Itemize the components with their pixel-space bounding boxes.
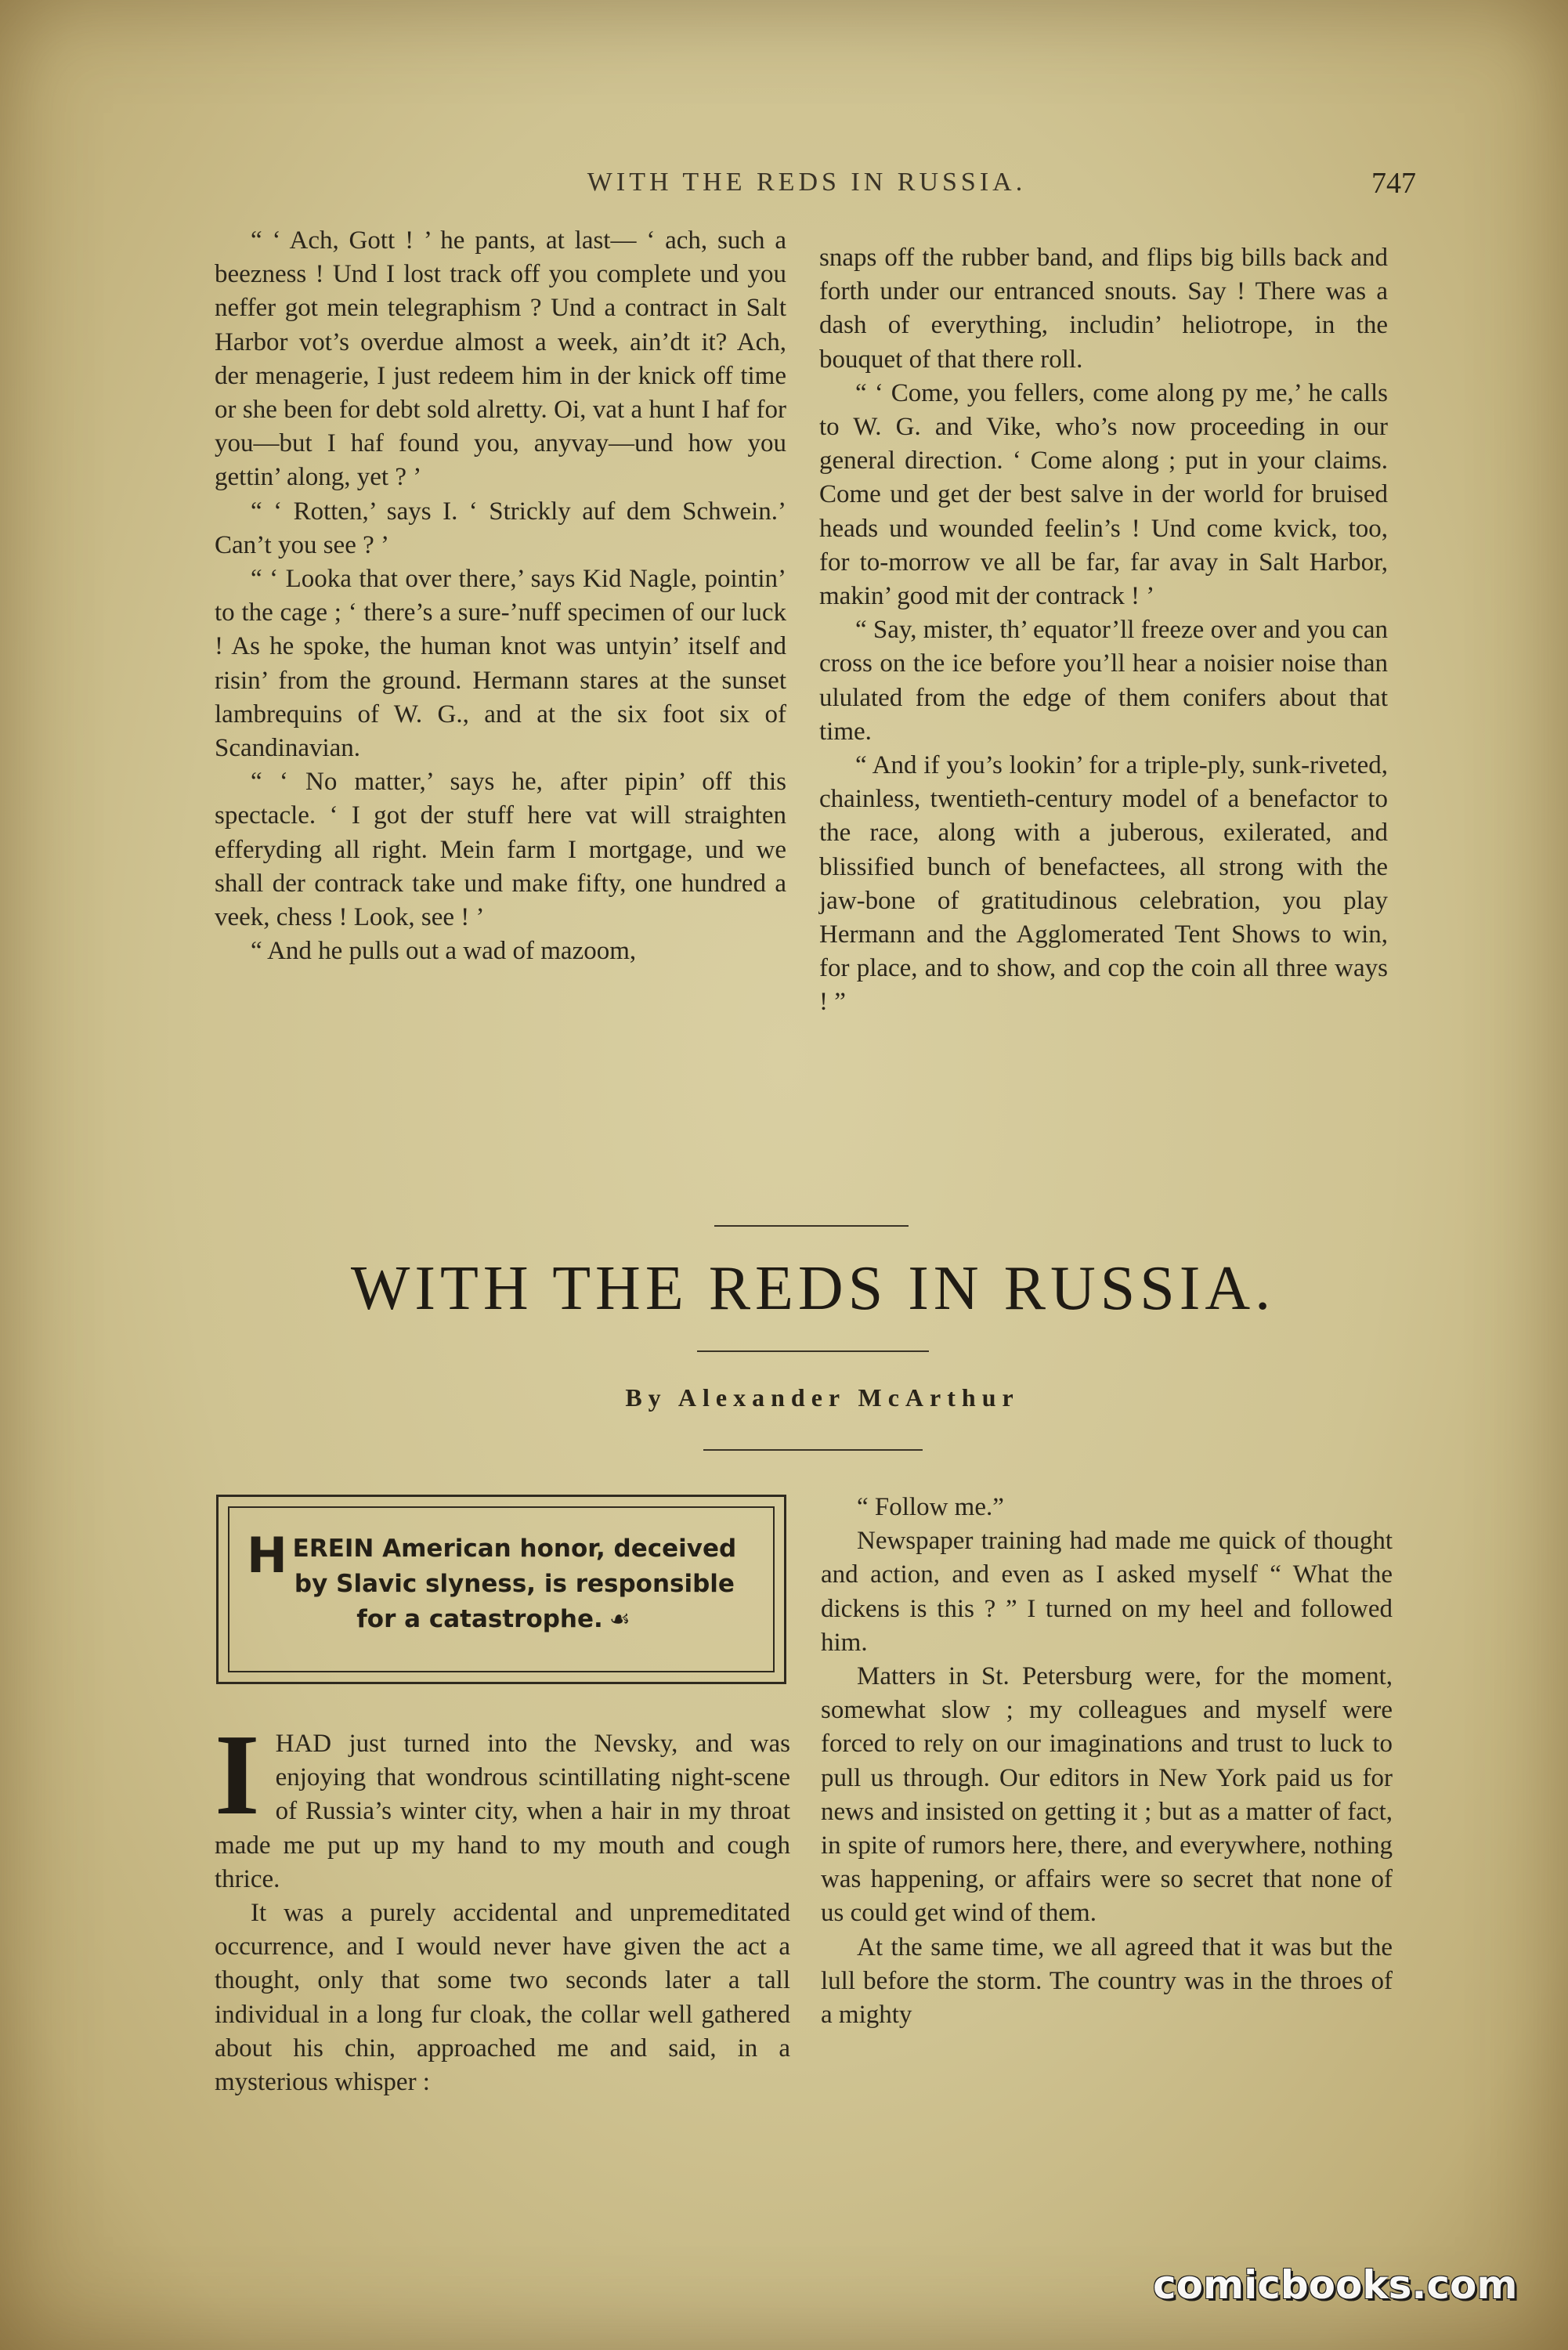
byline: By Alexander McArthur (625, 1383, 1020, 1412)
paragraph: “ Say, mister, th’ equator’ll freeze over and you can cross on the ice before you’ll hear a noisier noise than ululated from the edge of them conifers about that time. (819, 616, 1388, 746)
drop-cap: I (215, 1711, 260, 1839)
paragraph: “ And he pulls out a wad of mazoom, (251, 937, 637, 966)
divider-rule (697, 1350, 929, 1352)
paragraph: Newspaper training had made me quick of thought and action, and even as I asked myself “ What the dickens is this ? ” I turned on my heel and followed him. (821, 1527, 1393, 1657)
paragraph: “ Follow me.” (857, 1493, 1004, 1521)
previous-story-left-column (215, 224, 786, 968)
paragraph: “ And if you’s lookin’ for a triple-ply, sunk-riveted, chainless, twentieth-century model of a benefactor to the race, along with a juberous, exilerated, and blissified bunch of benefactees, all strong with the jaw-bone of gratitudinous celebration, you play Hermann and the Agglomerated Tent Shows to win, for place, and to show, and cop the coin all three ways ! ” (819, 751, 1388, 1017)
running-head: WITH THE REDS IN RUSSIA. (587, 168, 1027, 197)
paragraph: It was a purely accidental and unpremeditated occurrence, and I would never have given the act a thought, only that some two seconds later a tall individual in a long fur cloak, the collar well gathered about his chin, approached me and said, in a mysterious whisper : (215, 1899, 790, 2097)
opening-text: HAD just turned into the Nevsky, and was enjoying that wondrous scintillating night-scene of Russia’s winter city, when a hair in my throat made me put up my hand to my mouth and cough thrice. (215, 1730, 790, 1893)
divider-rule (703, 1449, 923, 1451)
teaser-text (247, 1527, 740, 1637)
teaser-body: EREIN American honor, deceived by Slavic slyness, is responsible for a catastrophe. (292, 1535, 737, 1633)
opening-paragraph (215, 1711, 790, 1896)
paragraph: Matters in St. Petersburg were, for the moment, somewhat slow ; my colleagues and myself were forced to rely on our imaginations and trust to luck to pull us through. Our editors in New York paid us for news and insisted on getting it ; but as a matter of fact, in spite of rumors here, there, and everywhere, nothing was happening, or affairs were so secret that none of us could get wind of them. (821, 1662, 1393, 1928)
paragraph: “ ‘ Ach, Gott ! ’ he pants, at last— ‘ ach, such a beezness ! Und I lost track off you complete und you neffer got mein telegraphism ? Und a contract in Salt Harbor vot’s overdue almost a week, ain’dt it? Ach, der menagerie, I just redeem him in der knick off time or she been for debt sold alretty. Oi, vat a hunt I haf for you—but I haf found you, anyvay—und how you gettin’ along, yet ? ’ (215, 226, 786, 492)
paragraph: “ ‘ Rotten,’ says I. ‘ Strickly auf dem Schwein.’ Can’t you see ? ’ (215, 497, 786, 559)
paragraph: “ ‘ Looka that over there,’ says Kid Nagle, pointin’ to the cage ; ‘ there’s a sure-’nuff specimen of our luck ! As he spoke, the human knot was untyin’ itself and risin’ from the ground. Hermann stares at the sunset lambrequins of W. G., and at the six foot six of Scandinavian. (215, 565, 786, 763)
article-right-column (821, 1491, 1393, 2032)
paragraph: “ ‘ No matter,’ says he, after pipin’ off this spectacle. ‘ I got der stuff here vat will straighten efferyding all right. Mein farm I mortgage, und we shall der contrack take und make fifty, one hundred a veek, chess ! Look, see ! ’ (215, 768, 786, 932)
divider-rule (714, 1225, 909, 1227)
leaf-ornament-icon: ☙ (609, 1606, 630, 1633)
page-number: 747 (1371, 167, 1416, 200)
article-title: WITH THE REDS IN RUSSIA. (350, 1254, 1276, 1323)
paragraph: At the same time, we all agreed that it was but the lull before the storm. The country was in the throes of a mighty (821, 1932, 1393, 2030)
paragraph: snaps off the rubber band, and flips big bills back and forth under our entranced snouts. Say ! There was a dash of everything, includin’ heliotrope, in the bouquet of that there roll. (819, 244, 1388, 374)
teaser-initial: H (247, 1527, 287, 1584)
paragraph: “ ‘ Come, you fellers, come along py me,’ he calls to W. G. and Vike, who’s now proceeding in our general direction. ‘ Come along ; put in your claims. Come und get der best salve in der world for bruised heads und wounded feelin’s ! Und come kvick, too, for to-morrow ve all be far, far avay in Salt Harbor, makin’ good mit der contrack ! ’ (819, 378, 1388, 611)
article-left-column (215, 1711, 790, 2099)
previous-story-right-column (819, 241, 1388, 1020)
teaser-box (216, 1495, 786, 1684)
site-watermark: comicbooks.com (1153, 2262, 1518, 2308)
